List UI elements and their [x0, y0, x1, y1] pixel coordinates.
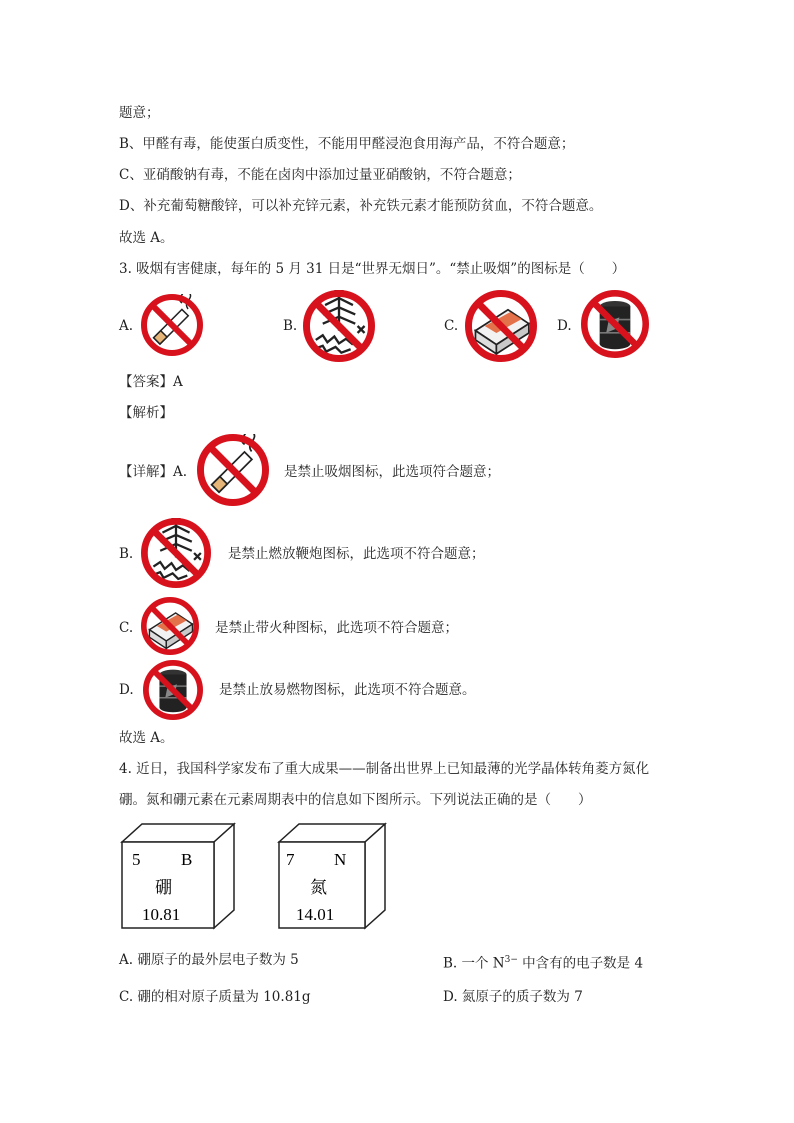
detail-d-text: 是禁止放易燃物图标，此选项不符合题意。	[219, 682, 476, 698]
question-4-line2: 硼。氮和硼元素在元素周期表中的信息如下图所示。下列说法正确的是（ ）	[119, 792, 592, 808]
no-kindling-icon	[141, 597, 199, 655]
question-3: 3. 吸烟有害健康，每年的 5 月 31 日是“世界无烟日”。“禁止吸烟”的图标是（ ）	[119, 261, 626, 277]
text-line: D、补充葡萄糖酸锌，可以补充锌元素，补充铁元素才能预防贫血，不符合题意。	[119, 198, 603, 214]
analysis-heading: 【解析】	[119, 405, 173, 421]
element-number: 5	[132, 850, 141, 869]
element-name: 硼	[155, 878, 172, 898]
option-d-label: D.	[557, 318, 572, 334]
element-number: 7	[286, 850, 295, 869]
no-flammables-icon	[581, 290, 649, 358]
element-symbol: N	[334, 850, 347, 869]
choose: 故选 A。	[119, 730, 174, 746]
detail-c-text: 是禁止带火种图标，此选项不符合题意；	[215, 620, 458, 636]
text-line: 题意；	[119, 105, 160, 121]
text-line: C、亚硝酸钠有毒，不能在卤肉中添加过量亚硝酸钠，不符合题意；	[119, 167, 521, 183]
no-smoking-icon	[197, 434, 269, 506]
detail-b-label: B.	[119, 546, 134, 562]
q4-option-c: C. 硼的相对原子质量为 10.81g	[119, 989, 311, 1005]
answer: 【答案】A	[119, 374, 183, 390]
no-flammables-icon	[143, 660, 203, 720]
nitrogen-element-cube	[276, 822, 388, 930]
detail-prefix: 【详解】A.	[119, 464, 188, 480]
detail-a-text: 是禁止吸烟图标，此选项符合题意；	[284, 464, 500, 480]
text-line: B、甲醛有毒，能使蛋白质变性，不能用甲醛浸泡食用海产品，不符合题意；	[119, 136, 575, 152]
q4-option-b-suffix: 中含有的电子数是 4	[517, 955, 644, 972]
q4-option-d: D. 氮原子的质子数为 7	[443, 989, 583, 1005]
no-kindling-icon	[465, 290, 537, 362]
q4-option-b	[443, 951, 643, 973]
detail-d-label: D.	[119, 682, 134, 698]
no-smoking-icon	[141, 294, 203, 356]
element-mass: 10.81	[142, 905, 181, 924]
detail-b-text: 是禁止燃放鞭炮图标，此选项不符合题意；	[228, 546, 485, 562]
option-c-label: C.	[444, 318, 459, 334]
ion-charge: 3−	[504, 955, 518, 965]
text-line: 故选 A。	[119, 230, 174, 246]
option-b-label: B.	[283, 318, 298, 334]
element-symbol: B	[181, 850, 193, 869]
q4-option-a: A. 硼原子的最外层电子数为 5	[119, 952, 299, 968]
element-mass: 14.01	[296, 905, 335, 924]
element-name: 氮	[310, 878, 327, 898]
detail-c-label: C.	[119, 620, 134, 636]
no-firecrackers-icon	[303, 290, 375, 362]
no-firecrackers-icon	[141, 518, 211, 588]
question-4-line1: 4. 近日，我国科学家发布了重大成果——制备出世界上已知最薄的光学晶体转角菱方氮化	[119, 761, 650, 777]
q4-option-b-prefix: B. 一个 N	[443, 955, 505, 972]
option-a-label: A.	[119, 318, 134, 334]
boron-element-cube	[119, 822, 237, 930]
